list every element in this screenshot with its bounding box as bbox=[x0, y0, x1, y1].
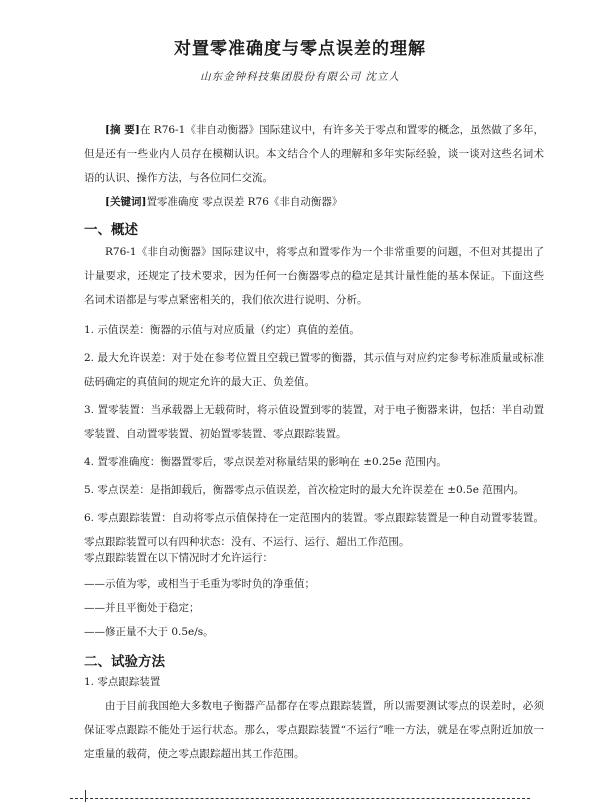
test-method-paragraph: 由于目前我国绝大多数电子衡器产品都存在零点跟踪装置，所以需要测试零点的误差时，必须保证零点跟踪不能处于运行状态。那么，零点跟踪装置“不运行”唯一方法，就是在零点附近加放一定重量的载荷，使之零点跟踪超出其工作范围。 bbox=[84, 700, 544, 760]
definition-list bbox=[84, 318, 544, 554]
section-heading-overview: 一、概述 bbox=[84, 222, 138, 238]
condition-list bbox=[84, 572, 544, 644]
definition-item: 3. 置零装置：当承载器上无载荷时，将示值设置到零的装置，对于电子衡器来讲，包括：半自动置零装置、自动置零装置、初始置零装置、零点跟踪装置。 bbox=[84, 404, 544, 440]
keywords bbox=[84, 190, 544, 214]
condition-item: ——示值为零，或相当于毛重为零时负的净重值； bbox=[84, 578, 315, 590]
abstract-label: [摘 要] bbox=[105, 124, 140, 136]
keywords-label: [关键词] bbox=[105, 196, 147, 208]
subsection-heading: 1. 零点跟踪装置 bbox=[84, 676, 161, 688]
keywords-text: 置零准确度 零点误差 R76《非自动衡器》 bbox=[146, 196, 343, 208]
tracking-condition: 零点跟踪装置在以下情况时才允许运行： bbox=[84, 552, 273, 564]
article-title: 对置零准确度与零点误差的理解 bbox=[174, 39, 426, 59]
condition-item: ——修正量不大于 0.5e/s。 bbox=[84, 626, 214, 638]
definition-item: 2. 最大允许误差：对于处在参考位置且空载已置零的衡器，其示值与对应约定参考标准质量或标准砝码确定的真值间的规定允许的最大正、负差值。 bbox=[84, 352, 544, 388]
definition-item: 4. 置零准确度：衡器置零后，零点误差对称量结果的影响在 ±0.25e 范围内。 bbox=[84, 456, 447, 468]
condition-item: ——并且平衡处于稳定； bbox=[84, 602, 200, 614]
definition-item: 5. 零点误差：是指卸载后，衡器零点示值误差，首次检定时的最大允许误差在 ±0.5e 范围内。 bbox=[84, 484, 525, 496]
abstract bbox=[84, 118, 544, 190]
abstract-text: 在 R76-1《非自动衡器》国际建议中，有许多关于零点和置零的概念，虽然做了多年，但是还有一些业内人员存在模糊认识。本文结合个人的理解和多年实际经验，谈一谈对这些名词术语的认识、操作方法，与各位同仁交流。 bbox=[84, 124, 544, 184]
section-heading-test-method: 二、试验方法 bbox=[84, 654, 165, 670]
author-line: 山东金钟科技集团股份有限公司 沈立人 bbox=[200, 71, 400, 83]
footer-rule bbox=[70, 798, 530, 799]
footer-mark bbox=[85, 790, 86, 802]
definition-item: 6. 零点跟踪装置：自动将零点示值保持在一定范围内的装置。零点跟踪装置是一种自动置零装置。零点跟踪装置可以有四种状态：没有、不运行、运行、超出工作范围。 bbox=[84, 512, 544, 548]
overview-paragraph: R76-1《非自动衡器》国际建议中，将零点和置零作为一个非常重要的问题，不但对其提出了计量要求，还规定了技术要求，因为任何一台衡器零点的稳定是其计量性能的基本保证。下面这些名词术语都是与零点紧密相关的，我们依次进行说明、分析。 bbox=[84, 246, 544, 306]
definition-item: 1. 示值误差：衡器的示值与对应质量（约定）真值的差值。 bbox=[84, 324, 360, 336]
